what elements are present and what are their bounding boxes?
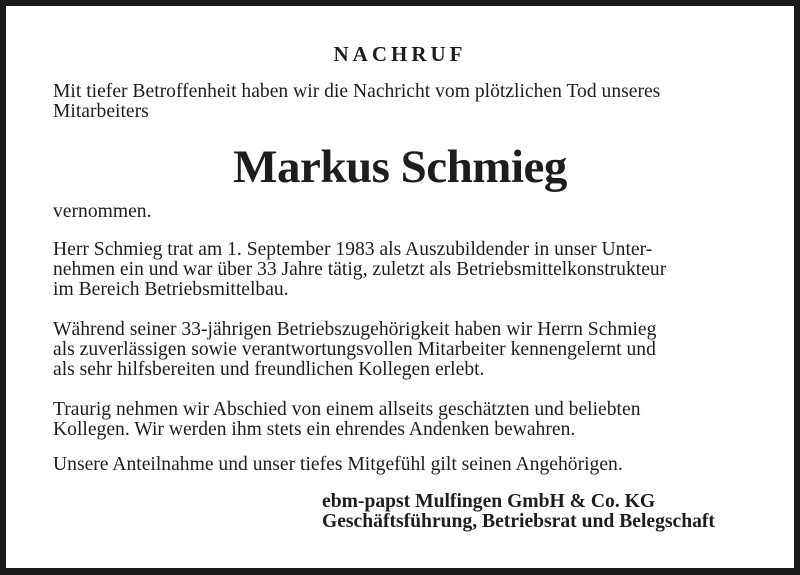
intro-line: Mitarbeiters xyxy=(53,101,149,122)
paragraph-line: Kollegen. Wir werden ihm stets ein ehrendes Andenken bewahren. xyxy=(53,419,576,440)
notice-title: NACHRUF xyxy=(333,42,467,66)
paragraph-line: als sehr hilfsbereiten und freundlichen Kollegen erlebt. xyxy=(53,359,485,380)
signature-company: ebm-papst Mulfingen GmbH & Co. KG xyxy=(322,491,656,512)
paragraph-line: Unsere Anteilnahme und unser tiefes Mitgefühl gilt seinen Angehörigen. xyxy=(53,454,623,475)
paragraph-line: Während seiner 33-jährigen Betriebszugehörigkeit haben wir Herrn Schmieg xyxy=(53,319,657,340)
obituary-notice xyxy=(6,6,794,568)
paragraph-line: nehmen ein und war über 33 Jahre tätig, zuletzt als Betriebsmittelkonstrukteur xyxy=(53,259,667,280)
paragraph-line: Traurig nehmen wir Abschied von einem allseits geschätzten und beliebten xyxy=(53,399,641,420)
deceased-name: Markus Schmieg xyxy=(233,141,567,193)
signature-groups: Geschäftsführung, Betriebsrat und Belegschaft xyxy=(322,511,715,532)
received-line: vernommen. xyxy=(53,201,152,222)
intro-line: Mit tiefer Betroffenheit haben wir die Nachricht vom plötzlichen Tod unseres xyxy=(53,81,661,102)
paragraph-line: als zuverlässigen sowie verantwortungsvollen Mitarbeiter kennengelernt und xyxy=(53,339,656,360)
paragraph-line: Herr Schmieg trat am 1. September 1983 als Auszubildender in unser Unter- xyxy=(53,239,653,260)
paragraph-line: im Bereich Betriebsmittelbau. xyxy=(53,279,289,300)
